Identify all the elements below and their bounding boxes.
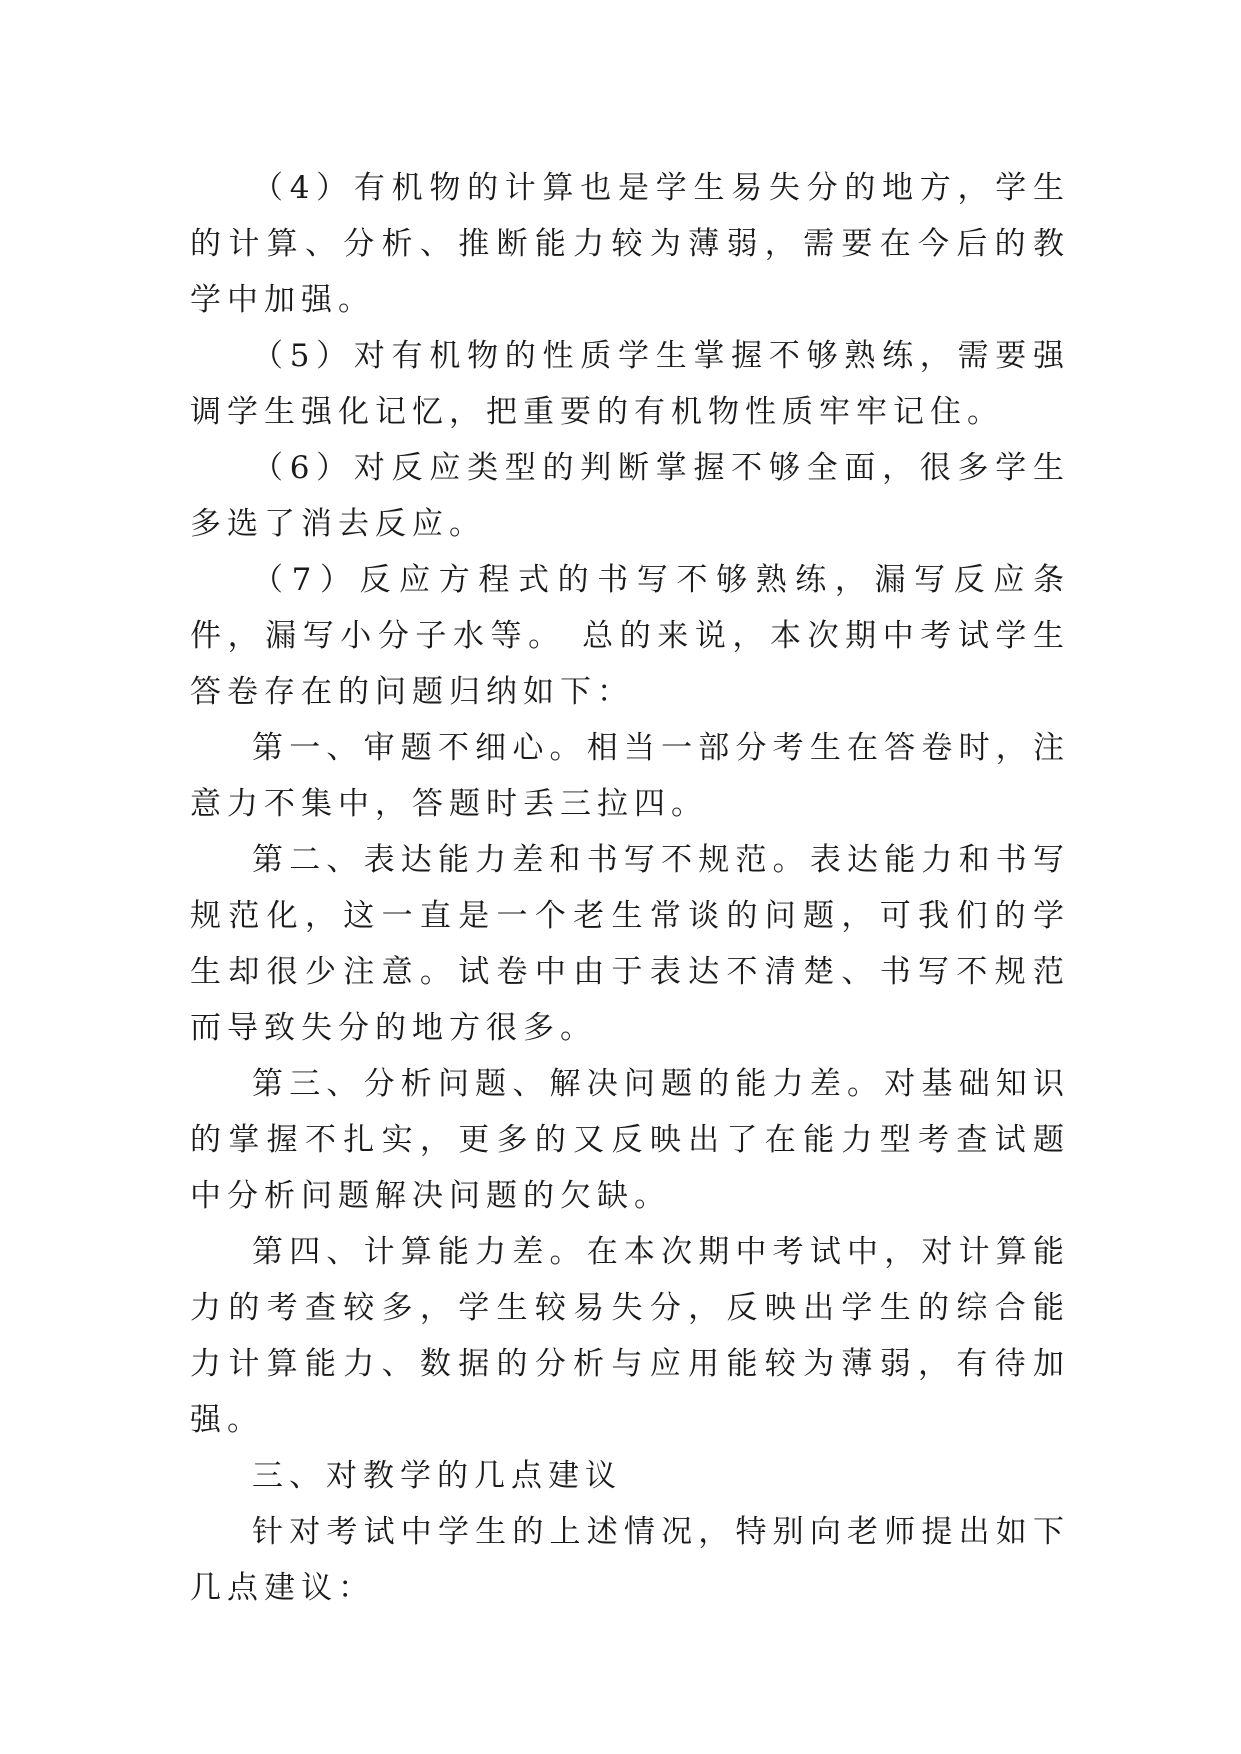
document-body bbox=[190, 160, 1070, 1616]
section-heading-suggestions: 三、对教学的几点建议 bbox=[252, 1458, 622, 1494]
paragraph-problem-3: 第三、分析问题、解决问题的能力差。对基础知识的掌握不扎实，更多的又反映出了在能力型考查试题中分析问题解决问题的欠缺。 bbox=[190, 1066, 1070, 1214]
paragraph-item-6: （6）对反应类型的判断掌握不够全面，很多学生多选了消去反应。 bbox=[190, 450, 1070, 542]
paragraph-suggestions-intro: 针对考试中学生的上述情况，特别向老师提出如下几点建议： bbox=[190, 1514, 1070, 1606]
paragraph-problem-1: 第一、审题不细心。相当一部分考生在答卷时，注意力不集中，答题时丢三拉四。 bbox=[190, 730, 1070, 822]
paragraph-problem-4: 第四、计算能力差。在本次期中考试中，对计算能力的考查较多，学生较易失分，反映出学生的综合能力计算能力、数据的分析与应用能较为薄弱，有待加强。 bbox=[190, 1234, 1070, 1438]
paragraph-item-4: （4）有机物的计算也是学生易失分的地方，学生的计算、分析、推断能力较为薄弱，需要在今后的教学中加强。 bbox=[190, 170, 1070, 318]
paragraph-problem-2: 第二、表达能力差和书写不规范。表达能力和书写规范化，这一直是一个老生常谈的问题，可我们的学生却很少注意。试卷中由于表达不清楚、书写不规范而导致失分的地方很多。 bbox=[190, 842, 1070, 1046]
paragraph-item-5: （5）对有机物的性质学生掌握不够熟练，需要强调学生强化记忆，把重要的有机物性质牢牢记住。 bbox=[190, 338, 1070, 430]
paragraph-item-7-summary: （7）反应方程式的书写不够熟练，漏写反应条件，漏写小分子水等。 总的来说，本次期中考试学生答卷存在的问题归纳如下： bbox=[190, 562, 1070, 710]
